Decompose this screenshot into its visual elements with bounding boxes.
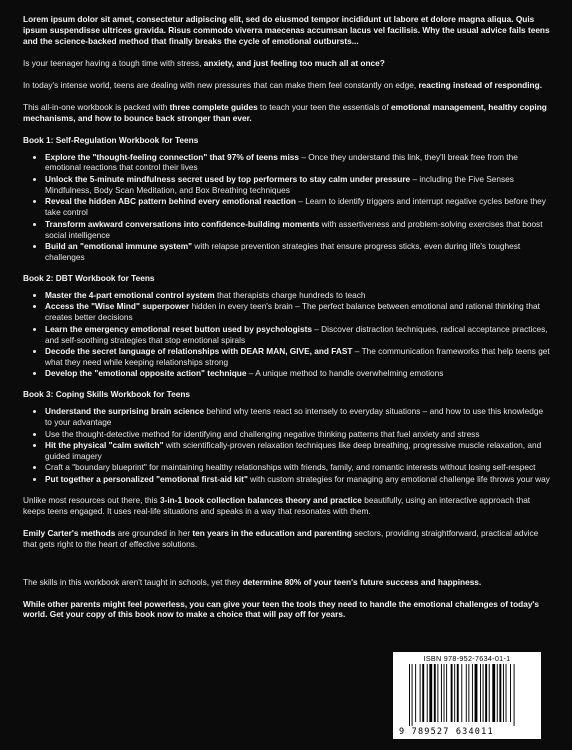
barcode-bar (422, 664, 424, 722)
isbn-label: ISBN 978-952-7634-01-1 (423, 654, 511, 663)
barcode-bar (480, 664, 481, 722)
barcode-bar (434, 664, 436, 722)
barcode-bar (468, 664, 469, 722)
unlike-paragraph: Unlike most resources out there, this 3-in-1 book collection balances theory and practice beautifully, using an interactive approach that keeps teens engaged. It uses real-life situations and speaks in a way that resonates with them. (23, 494, 531, 516)
back-cover-text (23, 14, 550, 631)
workbook-paragraph: This all-in-one workbook is packed with three complete guides to teach your teen the essentials of emotional management, healthy coping mechanisms, and how to bounce back stronger than ever. (23, 101, 547, 123)
list-item: • Use the thought-detective method for identifying and challenging negative thinking patterns that fuel anxiety and stress (45, 429, 550, 440)
barcode-bar (497, 664, 498, 722)
list-item: • Build an "emotional immune system" with relapse prevention strategies that ensure progress sticks, even during life's toughest challenges (45, 241, 550, 263)
closing-paragraph: While other parents might feel powerless, you can give your teen the tools they need to handle the emotional challenges of today's world. Get your copy of this book now to make a choice that will pay off for years. (23, 598, 540, 620)
list-item: • Transform awkward conversations into confidence-building moments with assertiveness and problem-solving exercises that boost social intelligence (45, 219, 550, 241)
skills-paragraph: The skills in this workbook aren't taught in schools, yet they determine 80% of your teen's future success and happiness. (23, 576, 482, 587)
list-item: • Master the 4-part emotional control system that therapists charge hundreds to teach (45, 290, 550, 301)
barcode-bar (466, 664, 467, 722)
book1-heading: Book 1: Self-Regulation Workbook for Teens (23, 134, 199, 145)
barcode-bar (503, 664, 504, 722)
barcode-bar (492, 664, 495, 722)
list-item: • Reveal the hidden ABC pattern behind every emotional reaction – Learn to identify triggers and interrupt negative cycles before they take control (45, 196, 550, 218)
barcode-bar (506, 664, 507, 722)
book2-heading: Book 2: DBT Workbook for Teens (23, 272, 155, 283)
list-item: • Develop the "emotional opposite action" technique – A unique method to handle overwhelming emotions (45, 368, 550, 379)
list-item: • Explore the "thought-feeling connection" that 97% of teens miss – Once they understand this link, they'll break free from the emotional reactions that control their lives (45, 152, 550, 174)
list-item: • Craft a "boundary blueprint" for maintaining healthy relationships with friends, family, and romantic interests without losing self-respect (45, 462, 550, 473)
list-item: • Understand the surprising brain science behind why teens react so intensely to everyday situations – and how to use this knowledge to your advantage (45, 406, 550, 428)
book2-list (23, 290, 550, 380)
author-paragraph: Emily Carter's methods are grounded in her ten years in the education and parenting sectors, providing straightforward, practical advice that gets right to the heart of effective solutions. (23, 527, 539, 549)
barcode-bar (444, 664, 445, 722)
barcode-digits: 9 789527 634011 (399, 726, 494, 737)
list-item: • Put together a personalized "emotional first-aid kit" with custom strategies for managing any emotional challenge life throws your way (45, 474, 550, 485)
barcode-bar (412, 664, 413, 726)
barcode-bar (472, 664, 473, 722)
barcode-bar (454, 664, 455, 722)
barcode-bar (483, 664, 484, 722)
book3-heading: Book 3: Coping Skills Workbook for Teens (23, 389, 191, 400)
barcode-bar (499, 664, 501, 722)
list-item: • Unlock the 5-minute mindfulness secret used by top performers to stay calm under pressure – including the Five Senses Mindfulness, Body Scan Meditation, and Box Breathing techniques (45, 174, 550, 196)
barcode-bar (446, 664, 447, 722)
list-item: • Learn the emergency emotional reset button used by psychologists – Discover distraction techniques, radical acceptance practices, and self-soothing strategies that stop emotional spirals (45, 324, 550, 346)
barcode-bar (461, 664, 462, 722)
barcode-bar (457, 664, 459, 722)
question-paragraph: Is your teenager having a tough time with stress, anxiety, and just feeling too much all at once? (23, 57, 385, 68)
barcode-bar (451, 664, 453, 722)
barcode-bar (489, 664, 490, 722)
book3-list (23, 406, 550, 485)
pressure-paragraph: In today's intense world, teens are dealing with new pressures that can make them feel constantly on edge, reacting instead of responding. (23, 79, 542, 90)
intro-paragraph: Lorem ipsum dolor sit amet, consectetur adipiscing elit, sed do eiusmod tempor incididunt ut labore et dolore magna aliqua. Quis ipsum suspendisse ultrices gravida. Risus commodo viverra maecenas accumsan lacus vel facilisis. Why the usual advice fails teens and the science-backed method that finally breaks the cycle of emotional outbursts... (23, 14, 550, 46)
book1-list (23, 152, 550, 263)
barcode-bar (409, 664, 410, 726)
barcode-bar (485, 664, 487, 722)
barcode-bars (409, 664, 533, 726)
list-item: • Access the "Wise Mind" superpower hidden in every teen's brain – The perfect balance between emotional and rational thinking that creates better decisions (45, 301, 550, 323)
barcode-bar (429, 664, 432, 722)
barcode-bar (514, 664, 515, 726)
barcode-bar (420, 664, 421, 722)
barcode-bar (427, 664, 428, 722)
list-item: • Hit the physical "calm switch" with scientifically-proven relaxation techniques like deep breathing, progressive muscle relaxation, and guided imagery (45, 440, 550, 462)
barcode-bar (415, 664, 416, 722)
isbn-barcode (393, 652, 541, 739)
barcode-bar (475, 664, 478, 722)
barcode-bar (510, 664, 511, 722)
list-item: • Decode the secret language of relationships with DEAR MAN, GIVE, and FAST – The communication frameworks that help teens get what they need while keeping relationships strong (45, 346, 550, 368)
barcode-bar (441, 664, 442, 722)
barcode-bar (437, 664, 438, 722)
